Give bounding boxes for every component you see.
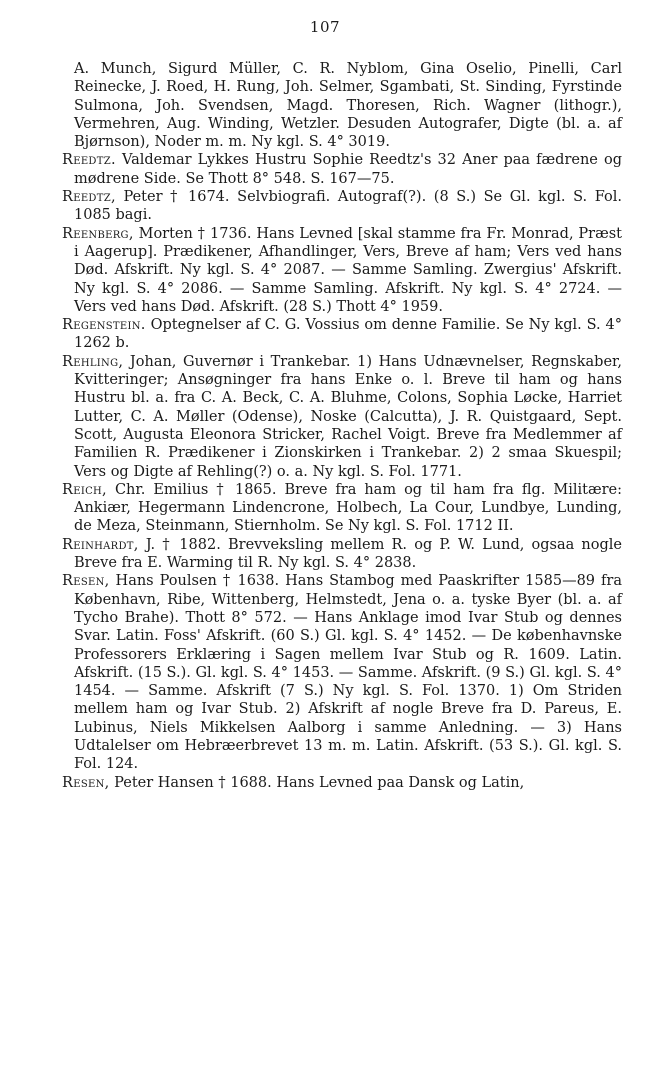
entry	[62, 188, 622, 225]
entry-head: Rehling,	[62, 353, 124, 370]
entry	[62, 536, 622, 573]
entry-head: Reedtz,	[62, 189, 116, 206]
entry	[62, 774, 622, 792]
entry-text: Chr. Emilius † 1865. Breve fra ham og til ham fra flg. Militære: Ankiær, Hegermann Lindencrone, Holbech, La Cour, Lundbye, Lunding, de Meza, Steinmann, Stiernholm. Se Ny kgl. S. Fol. 1712 II.	[74, 481, 622, 535]
entry-text: Optegnelser af C. G. Vossius om denne Familie. Se Ny kgl. S. 4° 1262 b.	[74, 317, 622, 352]
entry	[62, 353, 622, 481]
entry-text: Valdemar Lykkes Hustru Sophie Reedtz's 32 Aner paa fædrene og mødrene Side. Se Thott 8° 548. S. 167—75.	[74, 152, 622, 187]
entry-head: Reich,	[62, 481, 107, 498]
entry	[62, 60, 622, 151]
entry	[62, 572, 622, 773]
entry	[62, 151, 622, 188]
entry	[62, 225, 622, 316]
entry-head: Reedtz.	[62, 152, 116, 169]
page-number: 107	[309, 18, 341, 36]
entry-head: Resen,	[62, 774, 110, 791]
entry-head: Resen,	[62, 573, 110, 590]
entry-head: Reenberg,	[62, 225, 134, 242]
entry-text: A. Munch, Sigurd Müller, C. R. Nyblom, Gina Oselio, Pinelli, Carl Reinecke, J. Roed, H. Rung, Joh. Selmer, Sgambati, St. Sinding, Fyrstinde Sulmona, Joh. Svendsen, Magd. Thoresen, Rich. Wagner (lithogr.), Vermehren, Aug. Winding, Wetzler. Desuden Autografer, Digte (bl. a. af Bjørnson), Noder m. m. Ny kgl. S. 4° 3019.	[74, 61, 622, 151]
entry-list	[62, 60, 622, 792]
entry-head: Reinhardt,	[62, 536, 139, 553]
entry-text: Peter † 1674. Selvbiografi. Autograf(?). (8 S.) Se Gl. kgl. S. Fol. 1085 bagi.	[74, 189, 622, 224]
entry-text: Hans Poulsen † 1638. Hans Stambog med Paaskrifter 1585—89 fra København, Ribe, Wittenberg, Helmstedt, Jena o. a. tyske Byer (bl. a. af Tycho Brahe). Thott 8° 572. — Hans Anklage imod Ivar Stub og dennes Svar. Latin. Foss' Afskrift. (60 S.) Gl. kgl. S. 4° 1452. — De københavnske Professorers Erklæring i Sagen mellem Ivar Stub og R. 1609. Latin. Afskrift. (15 S.). Gl. kgl. S. 4° 1453. — Samme. Afskrift. (9 S.) Gl. kgl. S. 4° 1454. — Samme. Afskrift (7 S.) Ny kgl. S. Fol. 1370. 1) Om Striden mellem ham og Ivar Stub. 2) Afskrift af nogle Breve fra D. Pareus, E. Lubinus, Niels Mikkelsen Aalborg i samme Anledning. — 3) Hans Udtalelser om Hebræerbrevet 13 m. m. Latin. Afskrift. (53 S.). Gl. kgl. S. Fol. 124.	[74, 573, 622, 773]
entry-text: J. † 1882. Brevveksling mellem R. og P. W. Lund, ogsaa nogle Breve fra E. Warming til R. Ny kgl. S. 4° 2838.	[74, 536, 622, 572]
entry	[62, 316, 622, 353]
entry	[62, 481, 622, 536]
entry-head: Regenstein.	[62, 317, 146, 334]
entry-text: Johan, Guvernør i Trankebar. 1) Hans Udnævnelser, Regnskaber, Kvitteringer; Ansøgninger fra hans Enke o. l. Breve til ham og hans Hustru bl. a. fra C. A. Beck, C. A. Bluhme, Colons, Sophia Løcke, Harriet Lutter, C. A. Møller (Odense), Noske (Calcutta), J. R. Quistgaard, Sept. Scott, Augusta Eleonora Stricker, Rachel Voigt. Breve fra Medlemmer af Familien R. Prædikener i Zionskirken i Trankebar. 2) 2 smaa Skuespil; Vers og Digte af Rehling(?) o. a. Ny kgl. S. Fol. 1771.	[74, 353, 622, 480]
entry-text: Peter Hansen † 1688. Hans Levned paa Dansk og Latin,	[109, 774, 525, 791]
entry-text: Morten † 1736. Hans Levned [skal stamme fra Fr. Monrad, Præst i Aagerup]. Prædikener, Afhandlinger, Vers, Breve af ham; Vers ved hans Død. Afskrift. Ny kgl. S. 4° 2087. — Samme Samling. Zwergius' Afskrift. Ny kgl. S. 4° 2086. — Samme Samling. Afskrift. Ny kgl. S. 4° 2724. — Vers ved hans Død. Afskrift. (28 S.) Thott 4° 1959.	[74, 225, 622, 315]
